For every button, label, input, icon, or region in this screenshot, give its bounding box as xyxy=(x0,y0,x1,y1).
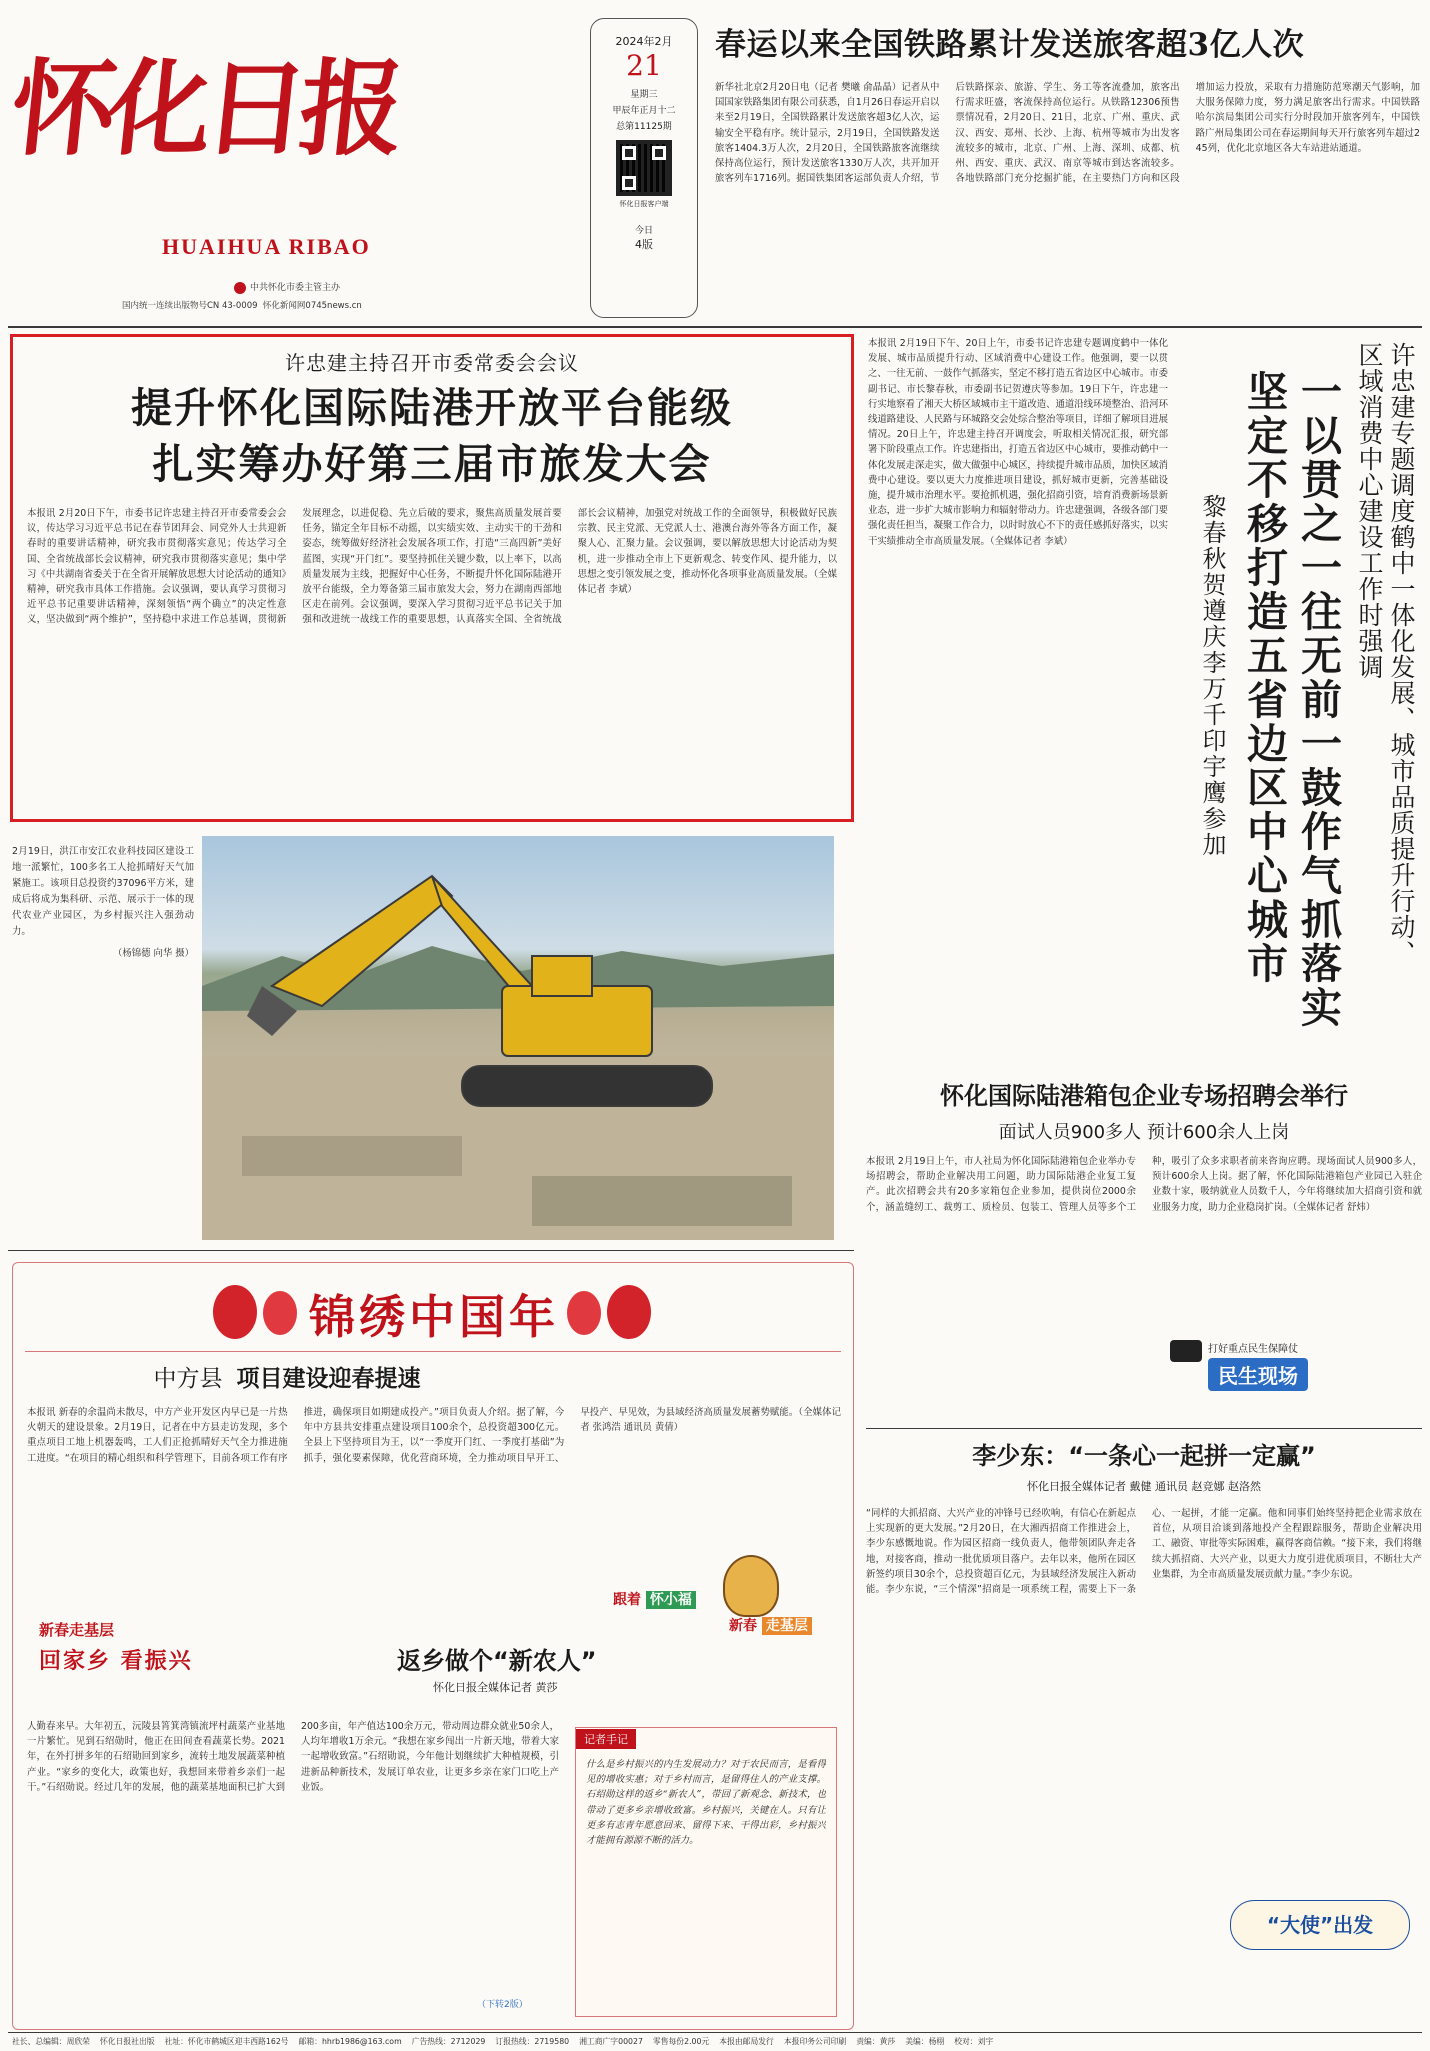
top-story-headline[interactable]: 春运以来全国铁路累计发送旅客超3亿人次 xyxy=(715,27,1305,63)
weekday: 星期三 xyxy=(630,90,658,100)
footer-item: 责编：黄莎 xyxy=(856,2037,896,2046)
masthead-pinyin: HUAIHUA RIBAO xyxy=(162,234,371,259)
jobs-divider xyxy=(866,1428,1422,1429)
right-feature-kicker-2: 区域消费中心建设工作时强调 xyxy=(1355,342,1384,680)
photo-divider xyxy=(8,1250,854,1251)
photo-scene xyxy=(202,836,834,1240)
right-feature-kicker-1: 许忠建专题调度鹤中一体化发展、城市品质提升行动、 xyxy=(1387,342,1416,966)
village-title[interactable]: 返乡做个“新农人” xyxy=(397,1647,597,1675)
dashi-badge xyxy=(1230,1900,1410,1950)
mascot-tag-1: 跟着 xyxy=(613,1592,641,1608)
festival-banner-rule xyxy=(25,1351,841,1352)
party-emblem-icon xyxy=(234,282,246,294)
masthead-divider xyxy=(8,326,1422,328)
zhongfang-title: 项目建设迎春提速 xyxy=(236,1366,421,1392)
mascot-tag-2: 怀小福 xyxy=(646,1591,696,1609)
zhongfang-body: 本报讯 新春的余温尚未散尽，中方产业开发区内早已是一片热火朝天的建设景象。2月19日，记者在中方县走访发现，多个重点项目工地上机器轰鸣，工人们正抢抓晴好天气全力推进施工进度。“在项目的精心组织和科学管理下，目前各项工作有序推进，确保项目如期建成投产。”项目负责人介绍。据了解，今年中方县共安排重点建设项目100余个，总投资超300亿元。全县上下坚持项目为王，以“一季度开门红、一季度打基础”为抓手，强化要素保障，优化营商环境，全力推动项目早开工、早投产、早见效，为县域经济高质量发展蓄势赋能。（全媒体记者 张鸿浩 通讯员 黄倩） xyxy=(27,1407,841,1464)
date-day: 21 xyxy=(626,49,662,82)
mascot-tag-3: 新春 xyxy=(729,1618,757,1634)
column-kicker: 新春走基层 xyxy=(39,1621,115,1639)
footer-item: 美编：杨栩 xyxy=(905,2037,945,2046)
top-story-body: 新华社北京2月20日电（记者 樊曦 俞晶晶）记者从中国国家铁路集团有限公司获悉，自1月26日春运开启以来至2月19日，全国铁路累计发送旅客超3亿人次，运输安全平稳有序。统计显示，2月19日，全国铁路发送旅客1404.3万人次，2月20日，全国铁路旅客流继续保持高位运行，预计发送旅客1330万人次，共开加开旅客列车1716列。据国铁集团客运部负责人介绍，节后铁路探亲、旅游、学生、务工等客流叠加，旅客出行需求旺盛，客流保持高位运行。从铁路12306预售票情况看，2月20日、21日，北京、广州、重庆、武汉、西安、郑州、长沙、上海、杭州等城市为出发客流较多的城市，北京、广州、上海、深圳、成都、杭州、西安、重庆、武汉、南京等城市到达客流较多。各地铁路部门充分挖掘扩能，在主要热门方向和区段增加运力投放，采取有力措施防范寒潮天气影响，加大服务保障力度，努力满足旅客出行需求。中国铁路哈尔滨局集团公司实行分时段加开旅客列车，中国铁路广州局集团公司在春运期间每天开行旅客列车超过245列，优化北京地区各大车站进站通道。 xyxy=(715,82,1420,185)
pages-count: 4版 xyxy=(635,238,653,251)
jobs-title[interactable]: 怀化国际陆港箱包企业专场招聘会举行 xyxy=(940,1082,1348,1110)
li-body: “同样的大抓招商、大兴产业的冲锋号已经吹响，有信心在新起点上实现新的更大发展。”2月20日，在大湘西招商工作推进会上，李少东感慨地说。作为园区招商一线负责人，他带领团队奔走各地，对接客商，推动一批优质项目落户。去年以来，他所在园区新签约项目30余个，总投资超百亿元，为县域经济发展注入新动能。李少东说，“三个情深”招商是一项系统工程，需要上下一条心、一起拼，才能一定赢。他和同事们始终坚持把企业需求放在首位，从项目洽谈到落地投产全程跟踪服务，帮助企业解决用工、融资、审批等实际困难，赢得客商信赖。“接下来，我们将继续大抓招商、大兴产业，以更大力度引进优质项目，不断壮大产业集群，为全市高质量发展贡献力量。”李少东说。 xyxy=(866,1508,1422,1596)
reporter-note-label: 记者手记 xyxy=(576,1729,636,1749)
right-feature-attendees: 黎春秋贺遵庆李万千印宇鹰参加 xyxy=(1198,494,1226,858)
right-feature xyxy=(866,334,1422,1054)
issue-number: 总第11125期 xyxy=(616,122,672,132)
excavator-photo[interactable] xyxy=(202,836,834,1240)
lantern-icon xyxy=(607,1285,651,1339)
sponsor-text: 中共怀化市委主管主办 xyxy=(250,283,341,293)
lead-kicker: 许忠建主持召开市委常委会会议 xyxy=(285,351,579,375)
date-box xyxy=(590,18,698,318)
li-byline: 怀化日报全媒体记者 戴健 通讯员 赵竞娜 赵洛然 xyxy=(1027,1480,1261,1493)
date-year-month: 2024年2月 xyxy=(615,35,673,48)
photo-credit: （杨锦德 向华 摄） xyxy=(113,948,194,959)
footer-rule xyxy=(8,2032,1422,2033)
footer-item: 本报由邮局发行 xyxy=(719,2037,774,2046)
camera-icon xyxy=(1170,1340,1202,1362)
qr-caption: 怀化日报客户端 xyxy=(619,200,669,208)
footer-item: 本报印务公司印刷 xyxy=(783,2037,847,2046)
footer-item: 广告热线：2712029 xyxy=(411,2037,486,2046)
village-byline: 怀化日报全媒体记者 黄莎 xyxy=(433,1681,558,1694)
lunar-date: 甲辰年正月十二 xyxy=(612,106,676,116)
lead-story-box xyxy=(10,334,854,822)
lead-body: 本报讯 2月20日下午，市委书记许忠建主持召开市委常委会会议，传达学习习近平总书记在春节团拜会、同党外人士共迎新春时的重要讲话精神，研究我市贯彻落实意见；传达学习全国、全省统战部长会议精神，研究我市贯彻落实意见；集中学习《中共湖南省委关于在全省开展解放思想大讨论活动的通知》精神，研究我市具体工作措施。会议强调，要认真学习贯彻习近平总书记重要讲话精神，深刻领悟“两个确立”的决定性意义，坚决做到“两个维护”，坚持稳中求进工作总基调，贯彻新发展理念，以进促稳、先立后破的要求，聚焦高质量发展首要任务，锚定全年目标不动摇，以实绩实效、主动实干的干劲和姿态，统筹做好经济社会发展各项工作，打造“三高四新”美好蓝图，实现“开门红”。要坚持抓住关键少数，以上率下，以高质量发展为主线，把握好中心任务，不断提升怀化国际陆港开放平台能级，全力筹备第三届市旅发大会，努力在湖南西部地区走在前列。会议强调，要深入学习贯彻习近平总书记关于加强和改进统一战线工作的重要思想，认真落实全国、全省统战部长会议精神，加强党对统战工作的全面领导，积极做好民族宗教、民主党派、无党派人士、港澳台海外等各方面工作，凝聚人心、汇聚力量。会议强调，要以解放思想大讨论活动为契机，进一步推动全市上下更新观念、转变作风、提升能力，以思想之变引领发展之变，推动怀化各项事业高质量发展。（全媒体记者 李斌） xyxy=(27,508,837,626)
village-body: 人勤春来早。大年初五，沅陵县筲箕湾镇流坪村蔬菜产业基地一片繁忙。见到石绍勋时，他正在田间查看蔬菜长势。2021年，在外打拼多年的石绍勋回到家乡，流转土地发展蔬菜种植产业。“家乡的变化大，政策也好，我想回来带着乡亲们一起干。”石绍勋说。经过几年的发展，他的蔬菜基地面积已扩大到200多亩，年产值达100余万元，带动周边群众就业50余人，人均年增收1万余元。“我想在家乡闯出一片新天地，带着大家一起增收致富。”石绍勋说，今年他计划继续扩大种植规模，引进新品种新技术，发展订单农业，让更多乡亲在家门口吃上产业饭。 xyxy=(27,1721,559,1793)
right-feature-title-2[interactable]: 坚定不移打造五省边区中心城市 xyxy=(1240,370,1288,986)
jobs-subtitle: 面试人员900多人 预计600余人上岗 xyxy=(998,1122,1290,1143)
photo-block xyxy=(12,836,834,1240)
reporter-note-body: 什么是乡村振兴的内生发展动力？对于农民而言，是看得见的增收实惠；对于乡村而言，是留得住人的产业支撑。石绍勋这样的返乡“新农人”，带回了新观念、新技术，也带动了更多乡亲增收致富。乡村振兴，关键在人。只有让更多有志青年愿意回来、留得下来、干得出彩，乡村振兴才能拥有源源不断的活力。 xyxy=(586,1759,826,1847)
sponsor-line xyxy=(234,280,340,294)
festival-banner xyxy=(213,1281,653,1345)
zhongfang-headline[interactable] xyxy=(27,1359,547,1399)
qr-code-icon[interactable] xyxy=(616,140,672,196)
masthead-logo: 怀化日报 xyxy=(5,47,403,170)
footer-item: 社长、总编辑：周欣荣 xyxy=(12,2037,90,2046)
right-feature-body: 本报讯 2月19日下午、20日上午，市委书记许忠建专题调度鹤中一体化发展、城市品质提升行动、区域消费中心建设工作。他强调，要一以贯之、一往无前、一鼓作气抓落实，坚定不移打造五省边区中心城市。市委副书记、市长黎春秋，市委副书记贺遵庆等参加。19日下午，许忠建一行实地察看了湘天大桥区域城市主干道改造、通道沿线环境整治、沿河环线道路建设、人民路与环城路交会处综合整治等项目，详细了解项目进展情况。20日上午，许忠建主持召开调度会，听取相关情况汇报，研究部署下阶段重点工作。许忠建指出，打造五省边区中心城市，要推动鹤中一体化发展走深走实，做大做强中心城区，持续提升城市品质，加快区域消费中心建设。要以更大力度推进项目建设，抓好城市更新，完善基础设施，提升城市治理水平。要抢抓机遇，强化招商引资，培育消费新场景新业态，进一步扩大城市影响力和辐射带动力。许忠建强调，各级各部门要强化责任担当，凝聚工作合力，以时时放心不下的责任感抓好落实，以实干实绩推动全市高质量发展。（全媒体记者 李斌） xyxy=(868,338,1168,547)
footer-item: 订报热线：2719580 xyxy=(495,2037,570,2046)
column-name: 回家乡 看振兴 xyxy=(39,1648,193,1674)
footer-item: 怀化日报社出版 xyxy=(99,2037,155,2046)
footer-item: 湘工商广字00027 xyxy=(579,2037,643,2046)
li-title[interactable]: 李少东：“一条心一起拼一定赢” xyxy=(972,1442,1316,1470)
footer-item: 零售每份2.00元 xyxy=(652,2037,710,2046)
festival-banner-title: 锦绣中国年 xyxy=(309,1290,559,1344)
right-feature-title-1[interactable]: 一以贯之一往无前一鼓作气抓落实 xyxy=(1294,370,1342,1030)
jobs-body: 本报讯 2月19日上午，市人社局为怀化国际陆港箱包企业举办专场招聘会，帮助企业解决用工问题，助力国际陆港企业复工复产。此次招聘会共有20多家箱包企业参加，提供岗位2000余个，涵盖缝纫工、裁剪工、质检员、包装工、管理人员等多个工种，吸引了众多求职者前来咨询应聘。现场面试人员900多人，预计600余人上岗。据了解，怀化国际陆港箱包产业园已入驻企业数十家，吸纳就业人员数千人，今年将继续加大招商引资和就业服务力度，助力企业稳岗扩岗。（全媒体记者 舒炜） xyxy=(866,1156,1422,1213)
mascot-tag-4: 走基层 xyxy=(762,1617,812,1635)
footer-item: 邮箱：hhrb1986@163.com xyxy=(298,2037,402,2046)
lead-title-2[interactable]: 扎实筹办好第三届市旅发大会 xyxy=(152,440,712,488)
reporter-note xyxy=(575,1727,837,2017)
village-story xyxy=(27,1643,841,2023)
cn-number: 国内统一连续出版物号CN 43-0009 xyxy=(122,301,258,311)
festival-box xyxy=(12,1262,854,2030)
minsheng-badge-big: 民生现场 xyxy=(1208,1358,1308,1391)
mascot-icon xyxy=(723,1555,779,1617)
mascot-tag xyxy=(613,1553,839,1637)
footer xyxy=(12,2036,1422,2050)
footer-item: 校对：刘宇 xyxy=(954,2037,994,2046)
masthead xyxy=(5,12,582,312)
photo-caption xyxy=(12,844,194,1234)
jobs-story xyxy=(866,1080,1422,1450)
lantern-icon xyxy=(263,1291,297,1335)
minsheng-badge-small: 打好重点民生保障仗 xyxy=(1208,1344,1298,1355)
lead-title-1[interactable]: 提升怀化国际陆港开放平台能级 xyxy=(131,384,733,432)
zhongfang-place: 中方县 xyxy=(153,1366,223,1392)
minsheng-badge xyxy=(1170,1336,1360,1394)
pages-label: 今日 xyxy=(634,226,653,236)
top-story xyxy=(715,18,1420,318)
footer-item: 社址：怀化市鹤城区迎丰西路162号 xyxy=(164,2037,289,2046)
village-more[interactable]: （下转2版） xyxy=(477,2000,528,2010)
publication-info xyxy=(122,299,362,311)
website: 怀化新闻网0745news.cn xyxy=(262,301,362,311)
lantern-icon xyxy=(213,1285,257,1339)
lantern-icon xyxy=(567,1291,601,1335)
photo-caption-text: 2月19日，洪江市安江农业科技园区建设工地一派繁忙，100多名工人抢抓晴好天气加紧施工。该项目总投资约37096平方米，建成后将成为集科研、示范、展示于一体的现代农业产业园区，为乡村振兴注入强劲动力。 xyxy=(12,846,194,937)
dashi-badge-text: “大使”出发 xyxy=(1266,1913,1374,1937)
